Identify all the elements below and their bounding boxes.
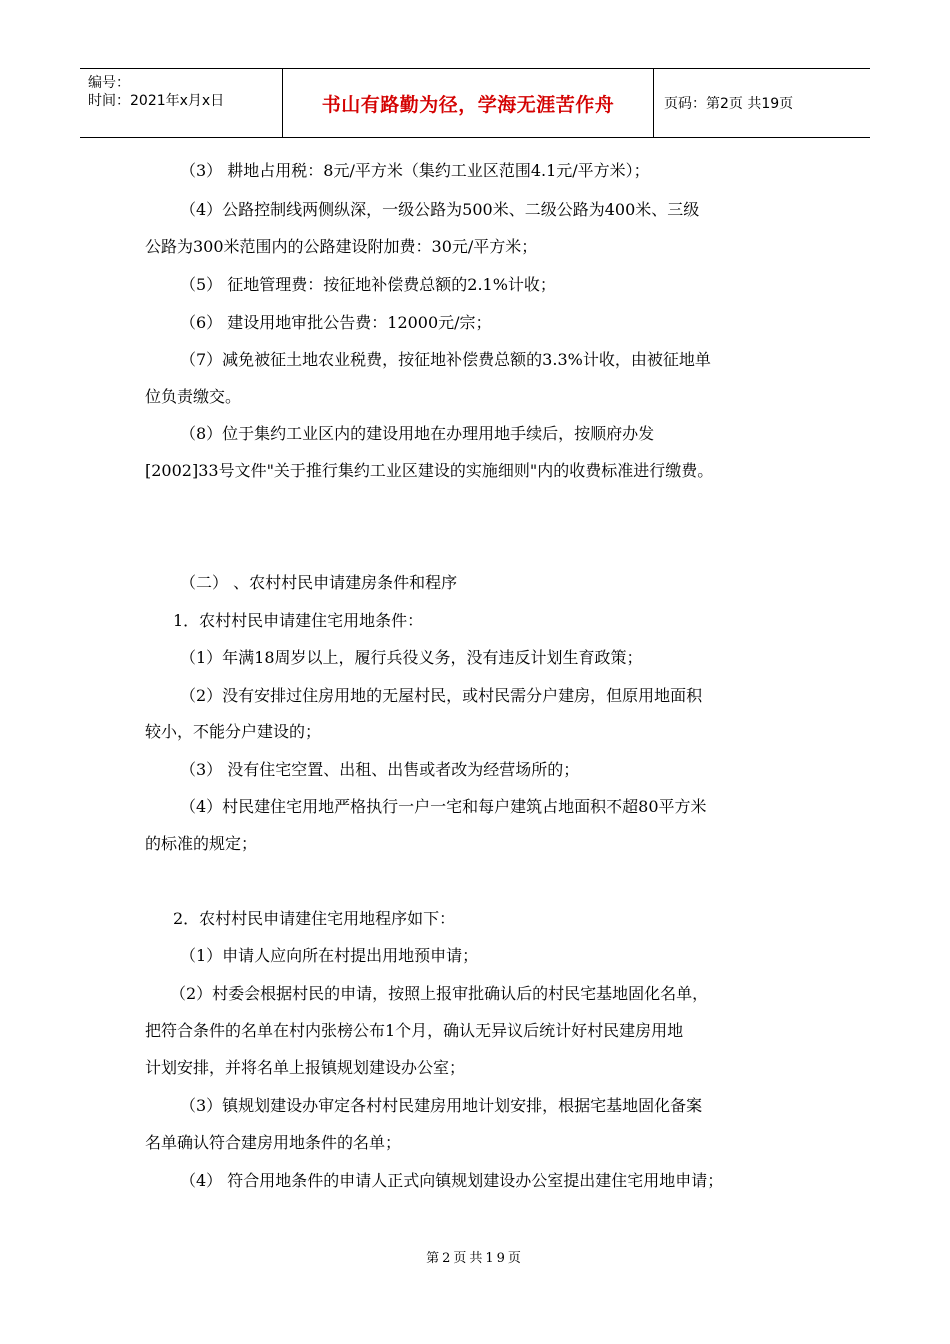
serial-number-label: 编号： [88,75,130,91]
body-line: （2）没有安排过住房用地的无屋村民，或村民需分户建房，但原用地面积 [180,686,703,705]
body-line: （3） 耕地占用税：8元/平方米（集约工业区范围4.1元/平方米）； [180,161,650,180]
body-line: （2）村委会根据村民的申请，按照上报审批确认后的村民宅基地固化名单， [170,984,709,1003]
header-right-cell [654,69,870,137]
body-line: [2002]33号文件"关于推行集约工业区建设的实施细则"内的收费标准进行缴费。 [145,461,714,480]
body-line: （1）申请人应向所在村提出用地预申请； [180,946,479,965]
body-line: 的标准的规定； [145,834,258,853]
motto-text: 书山有路勤为径，学海无涯苦作舟 [321,93,615,116]
body-line: 公路为300米范围内的公路建设附加费：30元/平方米； [145,237,538,256]
page-header [80,68,870,138]
body-line: （5） 征地管理费：按征地补偿费总额的2.1%计收； [180,275,556,294]
section-heading: （二） 、农村村民申请建房条件和程序 [180,573,458,592]
body-line: 名单确认符合建房用地条件的名单； [145,1133,402,1152]
body-line: 把符合条件的名单在村内张榜公布1个月，确认无异议后统计好村民建房用地 [145,1021,684,1040]
body-line: （4） 符合用地条件的申请人正式向镇规划建设办公室提出建住宅用地申请； [180,1171,724,1190]
header-page-info: 页码：第2页 共19页 [664,96,794,112]
subsection-heading: 1．农村村民申请建住宅用地条件： [173,611,424,630]
body-line: 较小，不能分户建设的； [145,722,322,741]
body-line: 计划安排，并将名单上报镇规划建设办公室； [145,1058,466,1077]
date-label: 时间：2021年x月x日 [88,93,225,109]
header-center-cell [283,69,654,137]
body-line: （3） 没有住宅空置、出租、出售或者改为经营场所的； [180,760,580,779]
body-line: （7）减免被征土地农业税费，按征地补偿费总额的3.3%计收，由被征地单 [180,350,711,369]
body-line: （4）村民建住宅用地严格执行一户一宅和每户建筑占地面积不超80平方米 [180,797,707,816]
body-line: （6） 建设用地审批公告费：12000元/宗； [180,313,492,332]
body-line: （1）年满18周岁以上，履行兵役义务，没有违反计划生育政策； [180,648,643,667]
body-line: （3）镇规划建设办审定各村村民建房用地计划安排，根据宅基地固化备案 [180,1096,703,1115]
body-line: （8）位于集约工业区内的建设用地在办理用地手续后，按顺府办发 [180,424,655,443]
body-line: 位负责缴交。 [145,387,242,406]
subsection-heading: 2．农村村民申请建住宅用地程序如下： [173,909,456,928]
header-left-cell [80,69,283,137]
page-footer: 第2页共19页 [426,1251,524,1266]
body-line: （4）公路控制线两侧纵深，一级公路为500米、二级公路为400米、三级 [180,200,700,219]
